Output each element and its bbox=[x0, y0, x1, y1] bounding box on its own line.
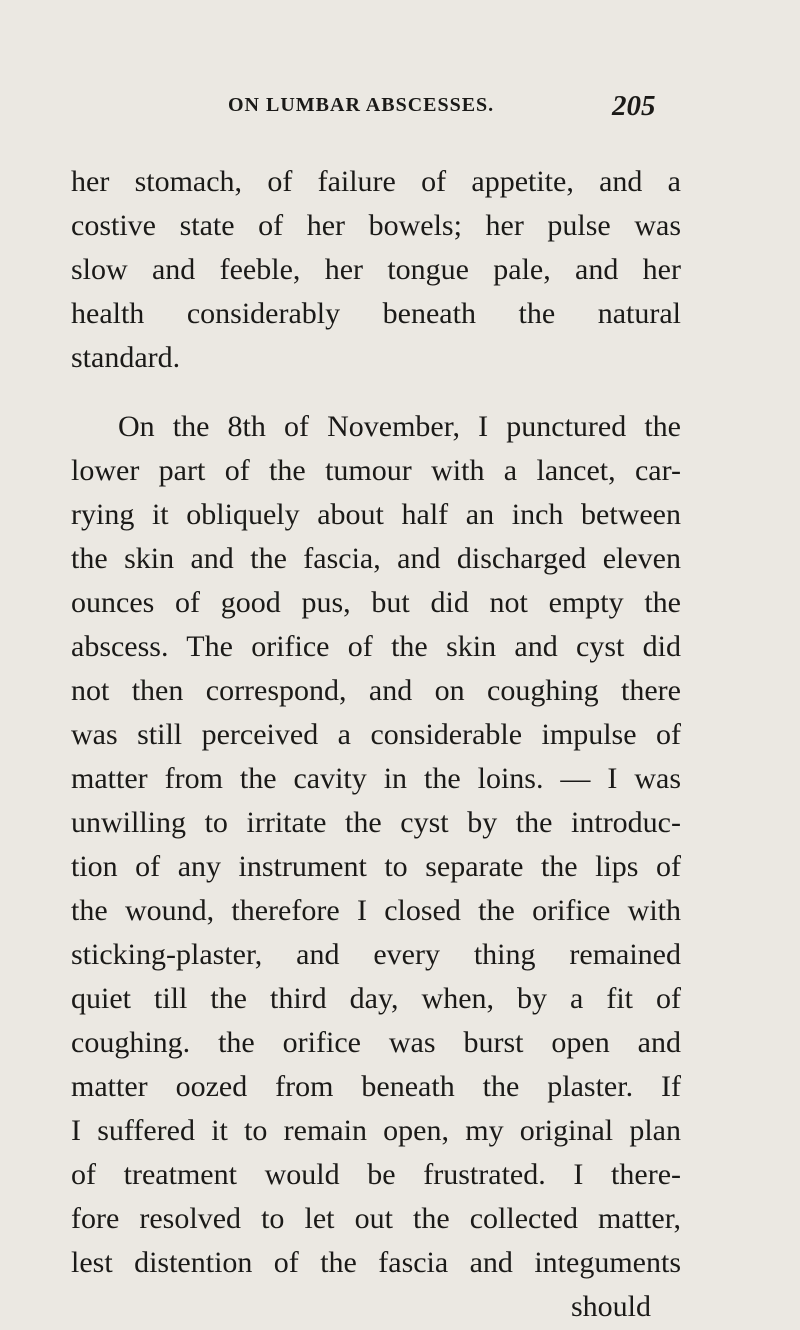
text-line: matter oozed from beneath the plaster. If bbox=[71, 1070, 681, 1103]
running-title: ON LUMBAR ABSCESSES. bbox=[228, 94, 495, 116]
text-line: ounces of good pus, but did not empty the bbox=[71, 586, 681, 619]
text-line: costive state of her bowels; her pulse was bbox=[71, 209, 681, 242]
text-line: rying it obliquely about half an inch between bbox=[71, 498, 681, 531]
text-line: fore resolved to let out the collected matter, bbox=[71, 1202, 681, 1235]
text-line: matter from the cavity in the loins. — I was bbox=[71, 762, 681, 795]
text-line: unwilling to irritate the cyst by the introduc- bbox=[71, 806, 681, 839]
text-line: abscess. The orifice of the skin and cyst did bbox=[71, 630, 681, 663]
text-line: standard. bbox=[71, 341, 181, 374]
text-line: of treatment would be frustrated. I there- bbox=[71, 1158, 681, 1191]
text-line: the wound, therefore I closed the orifice with bbox=[71, 894, 681, 927]
text-line: quiet till the third day, when, by a fit of bbox=[71, 982, 681, 1015]
catchword: should bbox=[571, 1290, 652, 1323]
text-line: tion of any instrument to separate the lips of bbox=[71, 850, 681, 883]
text-line: her stomach, of failure of appetite, and a bbox=[71, 165, 681, 198]
page-number: 205 bbox=[612, 90, 656, 122]
text-line: lest distention of the fascia and integuments bbox=[71, 1246, 681, 1279]
text-line: health considerably beneath the natural bbox=[71, 297, 681, 330]
text-line: coughing. the orifice was burst open and bbox=[71, 1026, 681, 1059]
text-line: I suffered it to remain open, my original plan bbox=[71, 1114, 681, 1147]
text-line: On the 8th of November, I punctured the bbox=[118, 410, 681, 443]
text-line: the skin and the fascia, and discharged eleven bbox=[71, 542, 681, 575]
text-line: not then correspond, and on coughing there bbox=[71, 674, 681, 707]
text-line: slow and feeble, her tongue pale, and her bbox=[71, 253, 681, 286]
text-line: sticking-plaster, and every thing remained bbox=[71, 938, 681, 971]
text-line: was still perceived a considerable impulse of bbox=[71, 718, 681, 751]
text-line: lower part of the tumour with a lancet, car- bbox=[71, 454, 681, 487]
page-header bbox=[0, 90, 800, 124]
